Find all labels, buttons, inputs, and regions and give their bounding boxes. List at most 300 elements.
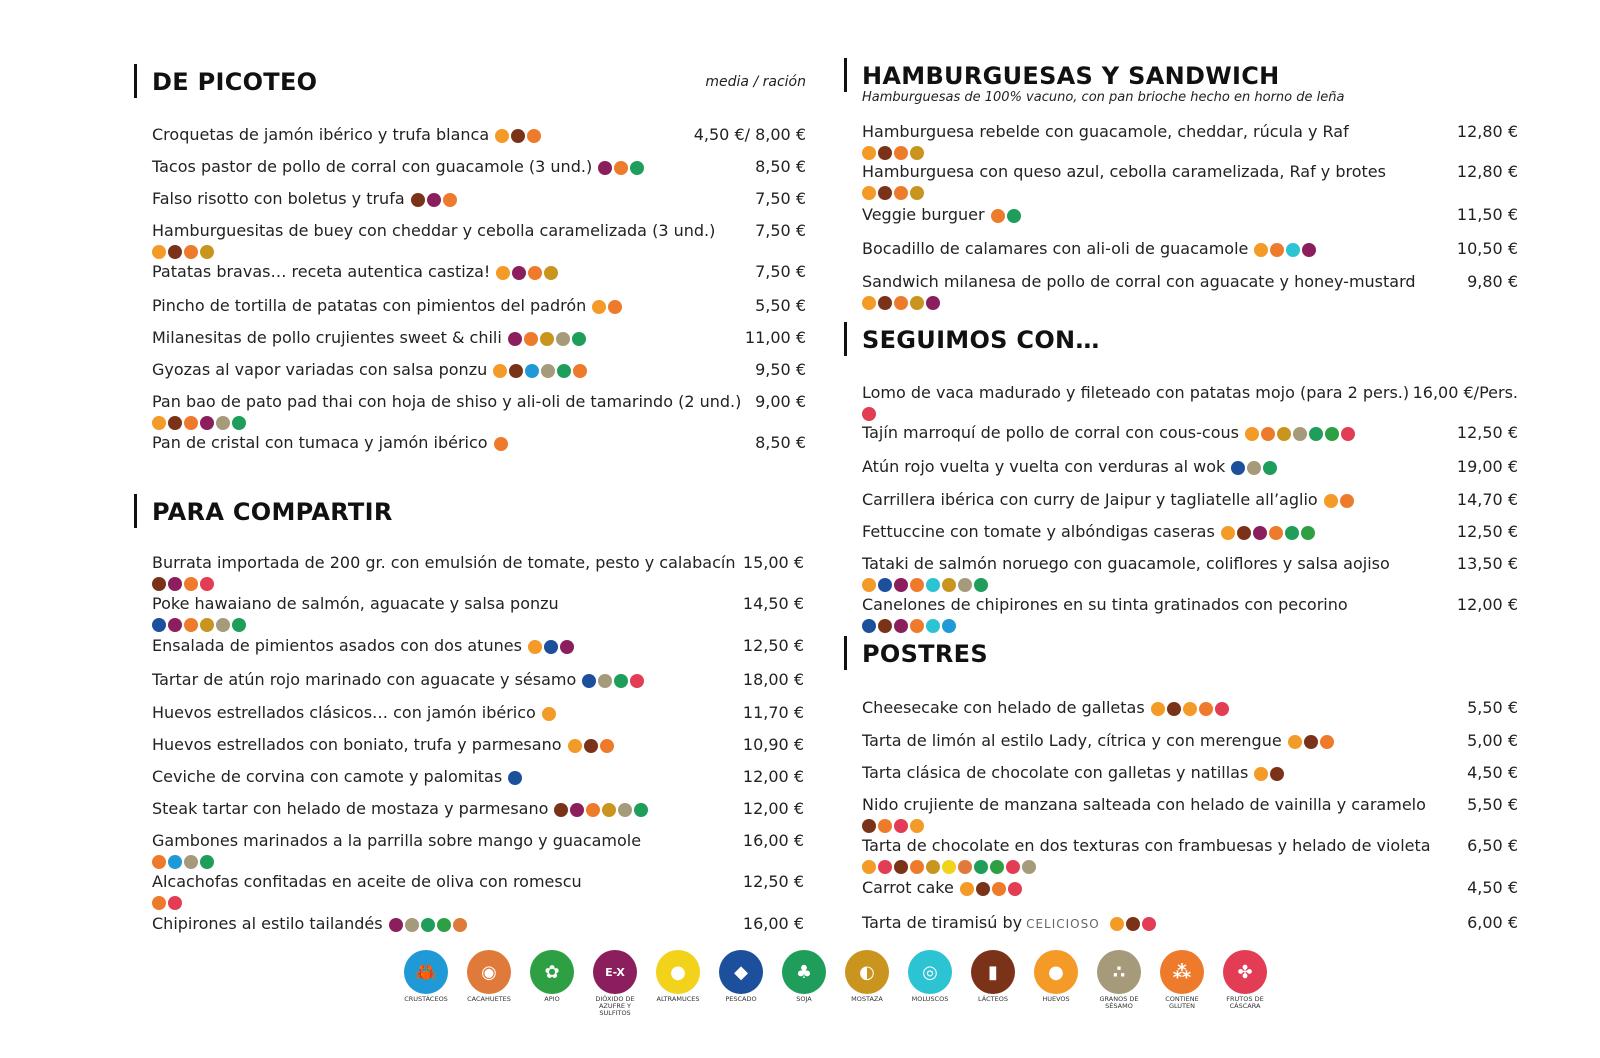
section-header xyxy=(844,318,1520,358)
mostaza-icon xyxy=(544,266,558,280)
item-name: Tarta de tiramisú by xyxy=(862,913,1023,932)
crustaceos-icon xyxy=(525,364,539,378)
allergen-icons xyxy=(152,412,806,432)
item-price: 12,50 € xyxy=(742,872,804,891)
huevos-icon xyxy=(542,707,556,721)
lacteos-icon xyxy=(411,193,425,207)
menu-item xyxy=(152,328,806,349)
gluten-icon xyxy=(184,618,198,632)
mostaza-icon xyxy=(942,578,956,592)
apio-icon: ✿ xyxy=(530,950,574,994)
item-price: 12,50 € xyxy=(1456,522,1518,541)
item-price: 5,50 € xyxy=(755,296,806,315)
menu-item xyxy=(152,296,806,317)
menu-item xyxy=(862,913,1518,934)
soja-icon xyxy=(200,855,214,869)
menu-item xyxy=(862,205,1518,226)
soja-icon xyxy=(614,674,628,688)
moluscos-icon xyxy=(926,578,940,592)
sesamo-icon xyxy=(405,918,419,932)
lacteos-icon xyxy=(554,803,568,817)
frutos-icon xyxy=(630,674,644,688)
sulfitos-icon xyxy=(598,161,612,175)
menu-item xyxy=(152,392,806,432)
item-name: Fettuccine con tomate y albóndigas caseras xyxy=(862,522,1215,541)
menu-item xyxy=(862,490,1518,511)
pescado-icon xyxy=(152,618,166,632)
item-name: Tartar de atún rojo marinado con aguacate y sésamo xyxy=(152,670,577,689)
item-price: 5,50 € xyxy=(1467,698,1518,717)
huevos-icon: ● xyxy=(1034,950,1078,994)
menu-item xyxy=(152,157,806,178)
moluscos-icon xyxy=(926,619,940,633)
huevos-icon xyxy=(1245,427,1259,441)
item-name: Alcachofas confitadas en aceite de oliva con romescu xyxy=(152,872,582,891)
soja-icon xyxy=(1285,526,1299,540)
allergen-icons xyxy=(862,856,1518,876)
legend-label: ALTRAMUCES xyxy=(656,995,700,1003)
sesamo-icon xyxy=(1022,860,1036,874)
menu-item xyxy=(152,703,804,724)
legend-cacahuetes xyxy=(459,950,519,1003)
allergen-icons xyxy=(1288,732,1336,752)
menu-item xyxy=(152,767,804,788)
item-price: 14,50 € xyxy=(742,594,804,613)
soja-icon xyxy=(421,918,435,932)
sulfitos-icon xyxy=(1302,243,1316,257)
soja-icon xyxy=(1309,427,1323,441)
allergen-icons xyxy=(496,263,560,283)
sulfitos-icon xyxy=(200,416,214,430)
mostaza-icon: ◐ xyxy=(845,950,889,994)
item-price: 10,50 € xyxy=(1456,239,1518,258)
item-price: 19,00 € xyxy=(1456,457,1518,476)
huevos-icon xyxy=(960,882,974,896)
gluten-icon xyxy=(878,819,892,833)
menu-item xyxy=(862,522,1518,543)
menu-item xyxy=(862,698,1518,719)
gluten-icon xyxy=(992,882,1006,896)
sesamo-icon xyxy=(184,855,198,869)
section-title: SEGUIMOS CON… xyxy=(862,326,1100,354)
allergen-icons xyxy=(1254,764,1286,784)
gluten-icon xyxy=(527,129,541,143)
section-hamburguesas xyxy=(844,54,1520,291)
item-price: 12,50 € xyxy=(1456,423,1518,442)
item-price: 5,00 € xyxy=(1467,731,1518,750)
item-price: 18,00 € xyxy=(742,670,804,689)
allergen-icons xyxy=(592,297,624,317)
lacteos-icon xyxy=(878,296,892,310)
pescado-icon: ◆ xyxy=(719,950,763,994)
item-price: 6,00 € xyxy=(1467,913,1518,932)
gluten-icon xyxy=(528,266,542,280)
huevos-icon xyxy=(152,245,166,259)
item-name: Hamburguesa rebelde con guacamole, cheddar, rúcula y Raf xyxy=(862,122,1349,141)
lacteos-icon xyxy=(1304,735,1318,749)
item-name: Lomo de vaca madurado y fileteado con patatas mojo (para 2 pers.) xyxy=(862,383,1410,402)
gluten-icon xyxy=(910,860,924,874)
frutos-icon: ✤ xyxy=(1223,950,1267,994)
gluten-icon xyxy=(152,855,166,869)
soja-icon: ♣ xyxy=(782,950,826,994)
item-price: 14,70 € xyxy=(1456,490,1518,509)
pescado-icon xyxy=(862,619,876,633)
section-postres xyxy=(844,632,1520,932)
legend-label: PESCADO xyxy=(725,995,757,1003)
pescado-icon xyxy=(544,640,558,654)
item-price: 12,00 € xyxy=(742,767,804,786)
menu-item xyxy=(152,914,804,935)
legend-soja xyxy=(774,950,834,1003)
allergen-icons xyxy=(1245,424,1357,444)
item-name: Cheesecake con helado de galletas xyxy=(862,698,1145,717)
lacteos-icon xyxy=(1126,917,1140,931)
sesamo-icon xyxy=(618,803,632,817)
soja-icon xyxy=(232,416,246,430)
gluten-icon xyxy=(184,416,198,430)
soja-icon xyxy=(974,860,988,874)
item-price: 10,90 € xyxy=(742,735,804,754)
menu-item xyxy=(152,360,806,381)
sulfitos-icon: E-X xyxy=(593,950,637,994)
section-bar xyxy=(844,636,847,670)
legend-label: CACAHUETES xyxy=(467,995,511,1003)
section-subtitle: Hamburguesas de 100% vacuno, con pan brioche hecho en horno de leña xyxy=(862,90,1345,105)
section-bar xyxy=(844,58,847,92)
item-name: Hamburguesitas de buey con cheddar y cebolla caramelizada (3 und.) xyxy=(152,221,716,240)
gluten-icon xyxy=(894,146,908,160)
legend-label: FRUTOS DE CÁSCARA xyxy=(1226,995,1264,1010)
celicioso-logo: CELICIOSO xyxy=(1026,916,1100,931)
sulfitos-icon xyxy=(427,193,441,207)
pescado-icon xyxy=(1231,461,1245,475)
item-name: Pan bao de pato pad thai con hoja de shiso y ali-oli de tamarindo (2 und.) xyxy=(152,392,742,411)
sesamo-icon xyxy=(216,416,230,430)
item-name: Carrillera ibérica con curry de Jaipur y tagliatelle all’aglio xyxy=(862,490,1318,509)
legend-apio xyxy=(522,950,582,1003)
sulfitos-icon xyxy=(894,578,908,592)
mostaza-icon xyxy=(910,146,924,160)
frutos-icon xyxy=(1341,427,1355,441)
item-price: 11,00 € xyxy=(744,328,806,347)
item-name: Burrata importada de 200 gr. con emulsión de tomate, pesto y calabacín xyxy=(152,553,736,572)
legend-sulfitos xyxy=(585,950,645,1017)
lacteos-icon xyxy=(168,245,182,259)
item-name: Huevos estrellados clásicos… con jamón ibérico xyxy=(152,703,536,722)
section-title: POSTRES xyxy=(862,640,988,668)
menu-item xyxy=(862,423,1518,444)
menu-item xyxy=(862,878,1518,899)
legend-label: LÁCTEOS xyxy=(978,995,1008,1003)
legend-label: CRUSTÁCEOS xyxy=(404,995,448,1003)
huevos-icon xyxy=(1254,243,1268,257)
item-price: 6,50 € xyxy=(1467,836,1518,855)
gluten-icon xyxy=(894,186,908,200)
allergen-icons xyxy=(582,671,646,691)
item-price: 13,50 € xyxy=(1456,554,1518,573)
legend-label: CONTIENE GLUTEN xyxy=(1165,995,1199,1010)
mostaza-icon xyxy=(1277,427,1291,441)
gluten-icon xyxy=(573,364,587,378)
lacteos-icon xyxy=(584,739,598,753)
item-name: Falso risotto con boletus y trufa xyxy=(152,189,405,208)
menu-item xyxy=(152,221,806,261)
allergen-icons xyxy=(508,329,588,349)
cacahuetes-icon xyxy=(958,860,972,874)
gluten-icon xyxy=(1199,702,1213,716)
section-title: PARA COMPARTIR xyxy=(152,498,393,526)
menu-item xyxy=(862,457,1518,478)
huevos-icon xyxy=(592,300,606,314)
soja-icon xyxy=(974,578,988,592)
soja-icon xyxy=(1007,209,1021,223)
gluten-icon xyxy=(1270,243,1284,257)
sesamo-icon: ∴ xyxy=(1097,950,1141,994)
huevos-icon xyxy=(1324,494,1338,508)
legend-label: MOLUSCOS xyxy=(911,995,949,1003)
menu-item xyxy=(862,836,1518,876)
menu-item xyxy=(152,594,804,634)
section-compartir xyxy=(134,490,806,933)
item-name: Nido crujiente de manzana salteada con helado de vainilla y caramelo xyxy=(862,795,1426,814)
moluscos-icon: ◎ xyxy=(908,950,952,994)
gluten-icon xyxy=(494,437,508,451)
item-name: Croquetas de jamón ibérico y trufa blanca xyxy=(152,125,490,144)
menu-item xyxy=(862,122,1518,162)
item-price: 8,50 € xyxy=(755,157,806,176)
frutos-icon xyxy=(1008,882,1022,896)
sulfitos-icon xyxy=(508,332,522,346)
allergen-icons xyxy=(1110,914,1158,934)
section-title: HAMBURGUESAS Y SANDWICH xyxy=(862,62,1280,90)
soja-icon xyxy=(1263,461,1277,475)
legend-huevos xyxy=(1026,950,1086,1003)
lacteos-icon xyxy=(1167,702,1181,716)
mostaza-icon xyxy=(200,245,214,259)
huevos-icon xyxy=(493,364,507,378)
item-name: Hamburguesa con queso azul, cebolla caramelizada, Raf y brotes xyxy=(862,162,1386,181)
gluten-icon xyxy=(184,577,198,591)
menu-item xyxy=(862,795,1518,835)
moluscos-icon xyxy=(1286,243,1300,257)
sulfitos-icon xyxy=(389,918,403,932)
item-name: Tataki de salmón noruego con guacamole, coliflores y salsa aojiso xyxy=(862,554,1390,573)
item-price: 12,50 € xyxy=(742,636,804,655)
item-price: 5,50 € xyxy=(1467,795,1518,814)
lacteos-icon: ▮ xyxy=(971,950,1015,994)
huevos-icon xyxy=(862,186,876,200)
allergen-icons xyxy=(493,361,589,381)
menu-item xyxy=(862,272,1518,312)
soja-icon xyxy=(232,618,246,632)
menu-item xyxy=(152,831,804,871)
item-price: 4,50 €/ 8,00 € xyxy=(693,125,806,144)
item-price: 9,80 € xyxy=(1467,272,1518,291)
item-name: Tacos pastor de pollo de corral con guacamole (3 und.) xyxy=(152,157,593,176)
frutos-icon xyxy=(1006,860,1020,874)
mostaza-icon xyxy=(926,860,940,874)
item-name: Poke hawaiano de salmón, aguacate y salsa ponzu xyxy=(152,594,559,613)
crustaceos-icon: 🦀 xyxy=(404,950,448,994)
section-header xyxy=(844,54,1520,105)
huevos-icon xyxy=(862,146,876,160)
frutos-icon xyxy=(1142,917,1156,931)
legend-lacteos xyxy=(963,950,1023,1003)
allergen-icons xyxy=(862,142,1518,162)
soja-icon xyxy=(630,161,644,175)
cacahuetes-icon xyxy=(453,918,467,932)
sulfitos-icon xyxy=(512,266,526,280)
allergen-icons xyxy=(862,182,1518,202)
apio-icon xyxy=(1325,427,1339,441)
gluten-icon xyxy=(894,296,908,310)
huevos-icon xyxy=(1151,702,1165,716)
gluten-icon: ⁂ xyxy=(1160,950,1204,994)
item-price: 16,00 € xyxy=(742,914,804,933)
section-bar xyxy=(134,64,137,98)
huevos-icon xyxy=(862,296,876,310)
item-price: 11,50 € xyxy=(1456,205,1518,224)
item-price: 16,00 € xyxy=(742,831,804,850)
item-price: 7,50 € xyxy=(755,262,806,281)
item-price: 7,50 € xyxy=(755,189,806,208)
huevos-icon xyxy=(1110,917,1124,931)
allergen-icons xyxy=(152,573,804,593)
cacahuetes-icon: ◉ xyxy=(467,950,511,994)
allergen-icons xyxy=(411,190,459,210)
frutos-icon xyxy=(894,819,908,833)
huevos-icon xyxy=(1254,767,1268,781)
item-name: Bocadillo de calamares con ali-oli de guacamole xyxy=(862,239,1249,258)
legend-label: MOSTAZA xyxy=(851,995,883,1003)
gluten-icon xyxy=(152,896,166,910)
allergen-icons xyxy=(389,915,469,935)
huevos-icon xyxy=(152,416,166,430)
menu-item xyxy=(152,553,804,593)
lacteos-icon xyxy=(878,186,892,200)
allergen-icons xyxy=(508,768,524,788)
allergen-icons xyxy=(152,614,804,634)
huevos-icon xyxy=(1288,735,1302,749)
item-price: 8,50 € xyxy=(755,433,806,452)
mostaza-icon xyxy=(602,803,616,817)
section-header xyxy=(134,60,806,100)
item-name: Ensalada de pimientos asados con dos atunes xyxy=(152,636,522,655)
pescado-icon xyxy=(582,674,596,688)
legend-gluten xyxy=(1152,950,1212,1010)
item-name: Sandwich milanesa de pollo de corral con aguacate y honey-mustard xyxy=(862,272,1416,291)
legend-label: SOJA xyxy=(796,995,812,1003)
sulfitos-icon xyxy=(894,619,908,633)
section-picoteo xyxy=(134,60,806,452)
lacteos-icon xyxy=(168,416,182,430)
gluten-icon xyxy=(910,619,924,633)
gluten-icon xyxy=(1261,427,1275,441)
item-price: 9,00 € xyxy=(755,392,806,411)
sulfitos-icon xyxy=(560,640,574,654)
allergen-icons xyxy=(960,879,1024,899)
altramuces-icon xyxy=(942,860,956,874)
allergen-icons xyxy=(495,126,543,146)
item-price: 4,50 € xyxy=(1467,878,1518,897)
allergen-icons xyxy=(542,704,558,724)
frutos-icon xyxy=(200,577,214,591)
menu-item xyxy=(152,799,804,820)
allergen-icons xyxy=(1221,523,1317,543)
lacteos-icon xyxy=(976,882,990,896)
huevos-icon xyxy=(910,819,924,833)
legend-mostaza xyxy=(837,950,897,1003)
section-seguimos xyxy=(844,318,1520,614)
item-price: 7,50 € xyxy=(755,221,806,240)
allergen-icons xyxy=(152,241,806,261)
allergen-icons xyxy=(152,892,804,912)
menu-item xyxy=(862,731,1518,752)
lacteos-icon xyxy=(511,129,525,143)
allergen-icons xyxy=(862,292,1518,312)
menu-item xyxy=(862,239,1518,260)
sulfitos-icon xyxy=(1253,526,1267,540)
frutos-icon xyxy=(878,860,892,874)
item-name: Pincho de tortilla de patatas con pimientos del padrón xyxy=(152,296,587,315)
allergen-icons xyxy=(862,815,1518,835)
section-header xyxy=(134,490,806,530)
allergen-icons xyxy=(494,434,510,454)
allergen-icons xyxy=(528,637,576,657)
sesamo-icon xyxy=(216,618,230,632)
gluten-icon xyxy=(608,300,622,314)
gluten-icon xyxy=(184,245,198,259)
huevos-icon xyxy=(1221,526,1235,540)
legend-label: GRANOS DE SÉSAMO xyxy=(1099,995,1139,1010)
lacteos-icon xyxy=(1270,767,1284,781)
price-note: media / ración xyxy=(705,74,806,90)
gluten-icon xyxy=(443,193,457,207)
crustaceos-icon xyxy=(942,619,956,633)
lacteos-icon xyxy=(878,146,892,160)
sesamo-icon xyxy=(1247,461,1261,475)
allergen-icons xyxy=(1151,699,1231,719)
item-name: Milanesitas de pollo crujientes sweet & chili xyxy=(152,328,502,347)
section-header xyxy=(844,632,1520,672)
item-name: Pan de cristal con tumaca y jamón ibérico xyxy=(152,433,488,452)
lacteos-icon xyxy=(1237,526,1251,540)
gluten-icon xyxy=(910,578,924,592)
gluten-icon xyxy=(1340,494,1354,508)
altramuces-icon: ● xyxy=(656,950,700,994)
frutos-icon xyxy=(862,407,876,421)
huevos-icon xyxy=(528,640,542,654)
legend-frutos xyxy=(1215,950,1275,1010)
item-price: 9,50 € xyxy=(755,360,806,379)
menu-item xyxy=(862,763,1518,784)
gluten-icon xyxy=(524,332,538,346)
item-name: Tarta de limón al estilo Lady, cítrica y con merengue xyxy=(862,731,1282,750)
allergen-icons xyxy=(152,851,804,871)
item-price: 12,80 € xyxy=(1456,162,1518,181)
menu-item xyxy=(152,670,804,691)
item-name: Atún rojo vuelta y vuelta con verduras al wok xyxy=(862,457,1226,476)
allergen-icons xyxy=(554,800,650,820)
menu-item xyxy=(862,554,1518,594)
gluten-icon xyxy=(1269,526,1283,540)
allergen-icons xyxy=(598,158,646,178)
pescado-icon xyxy=(878,578,892,592)
item-name: Patatas bravas… receta autentica castiza! xyxy=(152,262,491,281)
menu-item xyxy=(862,595,1518,635)
item-price: 15,00 € xyxy=(742,553,804,572)
